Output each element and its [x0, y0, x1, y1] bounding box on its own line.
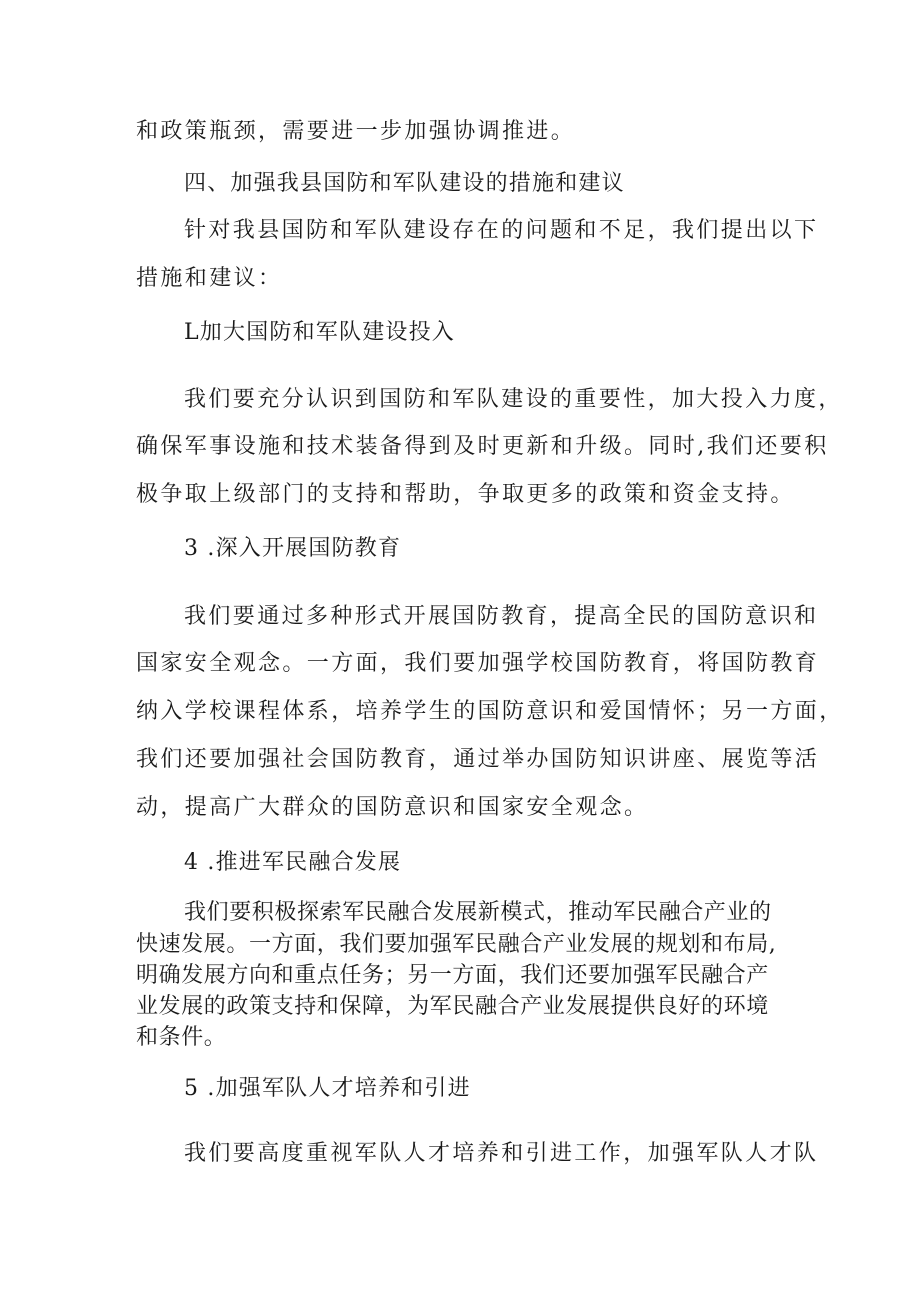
paragraph-line: 我们要积极探索军民融合发展新模式，推动军民融合产业的: [184, 900, 772, 925]
subsection-heading: 5 .加强军队人才培养和引进: [184, 1076, 471, 1101]
paragraph-line: 纳入学校课程体系，培养学生的国防意识和爱国情怀；另一方面，: [136, 699, 844, 724]
paragraph-line: 快速发展。一方面，我们要加强军民融合产业发展的规划和布局,: [136, 932, 777, 957]
subsection-heading: 3 .深入开展国防教育: [184, 536, 402, 561]
paragraph-line: 极争取上级部门的支持和帮助，争取更多的政策和资金支持。: [136, 482, 795, 507]
paragraph-line: 和条件。: [136, 1025, 227, 1050]
paragraph-line: 业发展的政策支持和保障，为军民融合产业发展提供良好的环境: [136, 994, 769, 1019]
paragraph-line: 我们要充分认识到国防和军队建设的重要性，加大投入力度，: [184, 387, 843, 412]
paragraph-line: 确保军事设施和技术装备得到及时更新和升级。同时,我们还要积: [136, 434, 829, 459]
paragraph-line: 我们要通过多种形式开展国防教育，提高全民的国防意识和: [184, 604, 819, 629]
paragraph-line: 我们要高度重视军队人才培养和引进工作，加强军队人才队: [184, 1141, 819, 1166]
paragraph-line: 明确发展方向和重点任务；另一方面，我们还要加强军民融合产: [136, 963, 769, 988]
section-heading: 四、加强我县国防和军队建设的措施和建议: [184, 171, 625, 196]
paragraph-line: 针对我县国防和军队建设存在的问题和不足，我们提出以下: [184, 218, 819, 243]
paragraph-line: 和政策瓶颈，需要进一步加强协调推进。: [136, 119, 576, 144]
paragraph-line: 动，提高广大群众的国防意识和国家安全观念。: [136, 795, 649, 820]
subsection-heading: L加大国防和军队建设投入: [184, 320, 456, 345]
paragraph-line: 措施和建议：: [136, 266, 283, 291]
paragraph-line: 我们还要加强社会国防教育，通过举办国防知识讲座、展览等活: [136, 747, 820, 772]
paragraph-line: 国家安全观念。一方面，我们要加强学校国防教育，将国防教育: [136, 651, 820, 676]
subsection-heading: 4 .推进军民融合发展: [184, 850, 402, 875]
